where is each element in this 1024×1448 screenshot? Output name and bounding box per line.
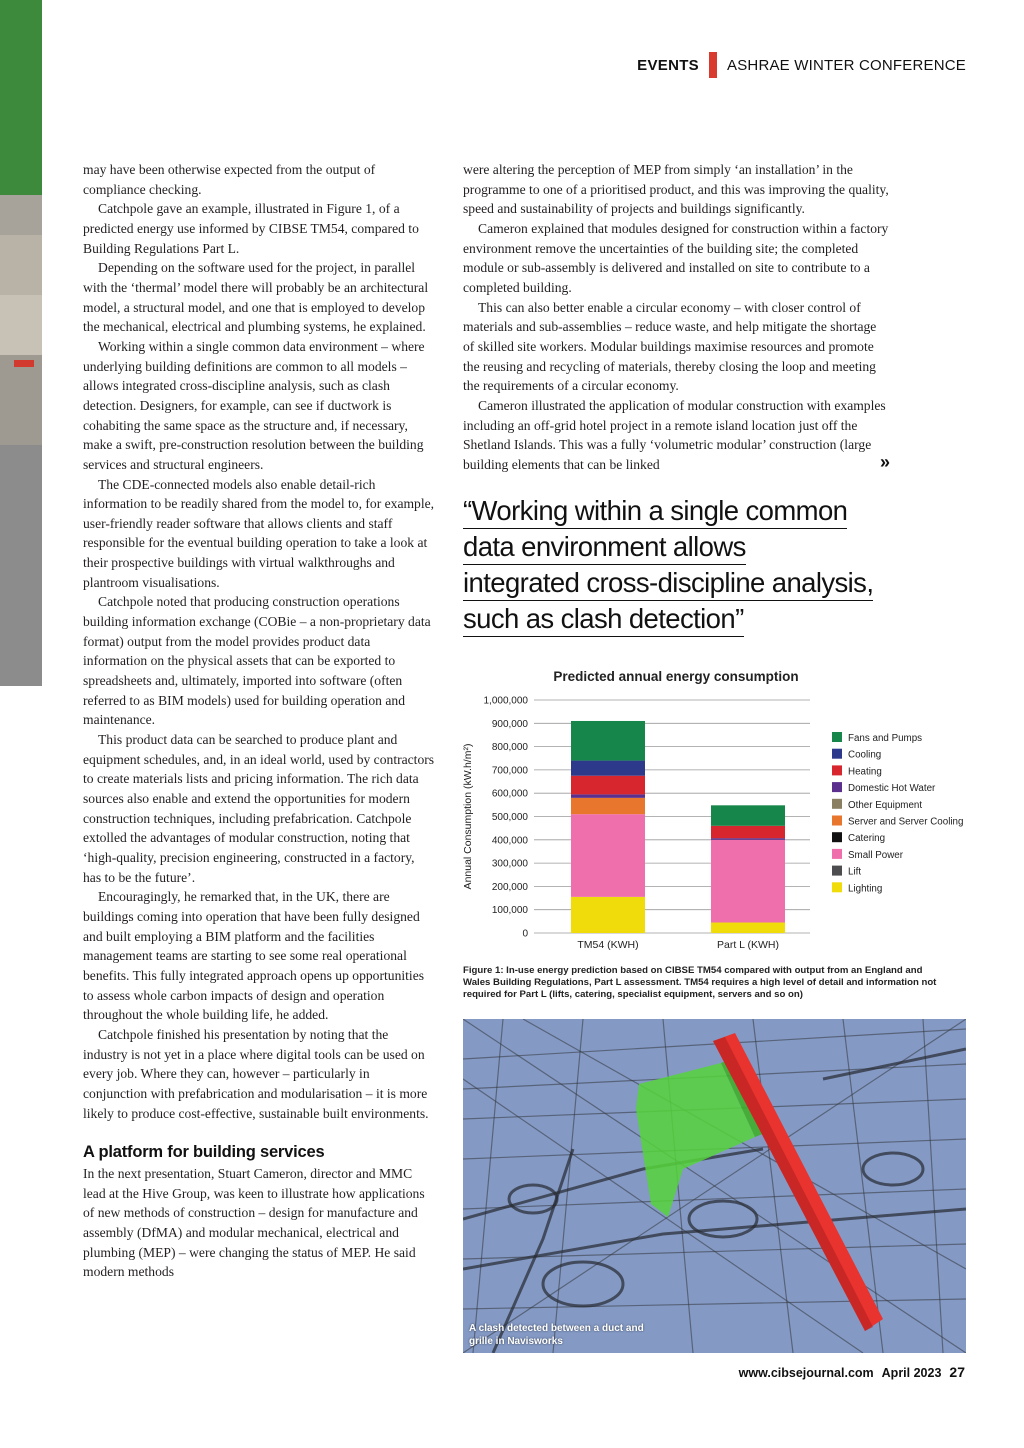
y-tick-label: 300,000 xyxy=(491,858,528,870)
legend-label: Heating xyxy=(848,766,882,778)
chart-title: Predicted annual energy consumption xyxy=(553,669,799,684)
bar-segment xyxy=(571,776,645,795)
legend-swatch xyxy=(832,866,842,876)
edge-photo-strip xyxy=(0,0,42,686)
y-tick-label: 100,000 xyxy=(491,905,528,917)
bar-segment xyxy=(711,923,785,933)
legend-label: Other Equipment xyxy=(848,799,923,811)
paragraph: In the next presentation, Stuart Cameron, director and MMC lead at the Hive Group, was keen to illustrate how applications of new methods of construction – design for manufacture and assembly (DfMA) and modular mechanical, electrical and plumbing (MEP) – were changing the status of MEP. He said modern methods xyxy=(83,1166,425,1280)
y-tick-label: 0 xyxy=(522,928,528,940)
legend-label: Server and Server Cooling xyxy=(848,816,964,828)
legend-label: Catering xyxy=(848,833,886,845)
legend-label: Fans and Pumps xyxy=(848,733,923,744)
x-tick-label: Part L (KWH) xyxy=(716,939,780,951)
y-tick-label: 1,000,000 xyxy=(483,695,528,707)
clash-detection-image xyxy=(463,1019,966,1353)
y-tick-label: 900,000 xyxy=(491,718,528,730)
running-header xyxy=(637,52,966,78)
page-footer xyxy=(739,1364,965,1380)
bar-segment xyxy=(711,805,785,826)
section-heading: A platform for building services xyxy=(83,1143,325,1162)
paragraph: Encouragingly, he remarked that, in the UK, there are buildings coming into operation that have been fully designed and built employing a BIM platform and the facilities management teams are starting to see some real operational benefits. This fully integrated approach opens up opportunities to assess whole carbon impacts of design and operation throughout the whole building life, he added. xyxy=(83,889,425,1023)
left-body-text xyxy=(83,160,435,1123)
y-tick-label: 200,000 xyxy=(491,881,528,893)
right-column xyxy=(463,160,891,475)
bar-segment xyxy=(711,840,785,923)
page-number: 27 xyxy=(949,1364,965,1380)
y-axis-label: Annual Consumption (kW.h/m²) xyxy=(462,743,474,890)
legend-swatch xyxy=(832,765,842,775)
legend-swatch xyxy=(832,782,842,792)
bar-segment xyxy=(571,814,645,897)
footer-date: April 2023 xyxy=(881,1366,942,1380)
paragraph: Cameron illustrated the application of modular construction with examples including an off-grid hotel project in a remote island location just off the Shetland Islands. This was a fully ‘volumetric modular’ construction (large building elements that can be linked xyxy=(463,397,886,472)
legend-label: Lift xyxy=(848,866,862,878)
legend-label: Lighting xyxy=(848,883,883,895)
y-tick-label: 700,000 xyxy=(491,765,528,777)
legend-swatch xyxy=(832,732,842,742)
navisworks-render xyxy=(463,1019,966,1353)
bar-segment xyxy=(571,897,645,933)
paragraph: This can also better enable a circular economy – with closer control of materials and sub-assemblies – reduce waste, and help mitigate the shortage of skilled site workers. Modular buildings maximise resources and promote the reusing and recycling of materials, thereby closing the loop and meeting the requirements of a circular economy. xyxy=(463,299,877,394)
pull-quote-line: data environment allows xyxy=(463,530,746,565)
paragraph: The CDE-connected models also enable detail-rich information to be readily shared from the model to, for example, user-friendly reader software that allows clients and staff responsible for the eventual building operation to take a look at their prospective buildings with virtual walkthroughs and plantroom visualisations. xyxy=(83,476,435,590)
paragraph: were altering the perception of MEP from simply ‘an installation’ in the programme to one of a prioritised product, and this was improving the quality, speed and sustainability of projects and buildings significantly. xyxy=(463,162,889,217)
pull-quote xyxy=(463,494,883,638)
legend-label: Cooling xyxy=(848,749,882,761)
header-topic: ASHRAE WINTER CONFERENCE xyxy=(727,56,966,74)
paragraph: This product data can be searched to produce plant and equipment schedules, and, in an ideal world, used by contractors to create materials lists and pricing information. The rich data sources also enable and extend the opportunities for modern construction techniques, including prefabrication. Catchpole extolled the advantages of modular construction, noting that ‘high-quality, precision engineering, constructed in a factory, has to be the future’. xyxy=(83,732,435,885)
legend-swatch xyxy=(832,882,842,892)
y-tick-label: 600,000 xyxy=(491,788,528,800)
paragraph: Catchpole gave an example, illustrated in Figure 1, of a predicted energy use informed by CIBSE TM54, compared to Building Regulations Part L. xyxy=(83,201,419,256)
header-section: EVENTS xyxy=(637,56,699,74)
photo-caption: A clash detected between a duct and grille in Navisworks xyxy=(469,1323,644,1347)
bar-segment xyxy=(571,798,645,814)
paragraph: Working within a single common data environment – where underlying building definitions are common to all models – allows integrated cross-discipline analysis, such as clash detection. Designers, for example, can see if ductwork is cohabiting the same space as the structure and, if necessary, make a swift, pre-construction resolution between the building services and structural engineers. xyxy=(83,338,425,472)
continue-mark: » xyxy=(880,452,891,472)
energy-chart xyxy=(458,690,968,958)
pull-quote-line: such as clash detection” xyxy=(463,602,744,637)
pull-quote-line: “Working within a single common xyxy=(463,494,847,529)
legend-swatch xyxy=(832,816,842,826)
figure-caption: Figure 1: In-use energy prediction based on CIBSE TM54 compared with output from an England and Wales Building Regulations, Part L assessment. TM54 requires a high level of detail and information not required for Part L (lifts, catering, specialist equipment, servers and so on) xyxy=(463,965,937,1001)
y-tick-label: 800,000 xyxy=(491,742,528,754)
legend-label: Small Power xyxy=(848,849,903,861)
right-body-text xyxy=(463,160,891,475)
bar-segment xyxy=(711,826,785,838)
paragraph: may have been otherwise expected from the output of compliance checking. xyxy=(83,162,376,197)
legend-swatch xyxy=(832,749,842,759)
legend-label: Domestic Hot Water xyxy=(848,783,936,795)
y-tick-label: 400,000 xyxy=(491,835,528,847)
left-column xyxy=(83,160,435,1282)
bar-segment xyxy=(571,761,645,776)
y-tick-label: 500,000 xyxy=(491,812,528,823)
bar-segment xyxy=(571,721,645,761)
bar-segment xyxy=(571,794,645,797)
legend-swatch xyxy=(832,799,842,809)
paragraph: Catchpole noted that producing construction operations building information exchange (COBie – a non-proprietary data format) output from the model provides product data information on the physical assets that can be exported to spreadsheets and, ultimately, imported into software (often referred to as BIM models) used for building operation and maintenance. xyxy=(83,594,431,728)
paragraph: Catchpole finished his presentation by noting that the industry is not yet in a place where digital tools can be used on every job. Where they can, however – particularly in conjunction with prefabrication and modularisation – it is more likely to produce cost-effective, sustainable built environments. xyxy=(83,1026,429,1121)
bar-segment xyxy=(711,838,785,840)
paragraph: Cameron explained that modules designed for construction within a factory environment remove the uncertainties of the building site; the completed module or sub-assembly is delivered and installed on site to contribute to a completed building. xyxy=(463,220,889,295)
legend-swatch xyxy=(832,849,842,859)
header-accent-bar xyxy=(709,52,717,78)
paragraph: Depending on the software used for the project, in parallel with the ‘thermal’ model there will probably be an architectural model, a structural model, and one that is employed to develop the mechanical, electrical and plumbing systems, he explained. xyxy=(83,260,429,335)
x-tick-label: TM54 (KWH) xyxy=(577,939,639,951)
legend-swatch xyxy=(832,832,842,842)
pull-quote-line: integrated cross-discipline analysis, xyxy=(463,566,873,601)
footer-url: www.cibsejournal.com xyxy=(738,1366,874,1380)
